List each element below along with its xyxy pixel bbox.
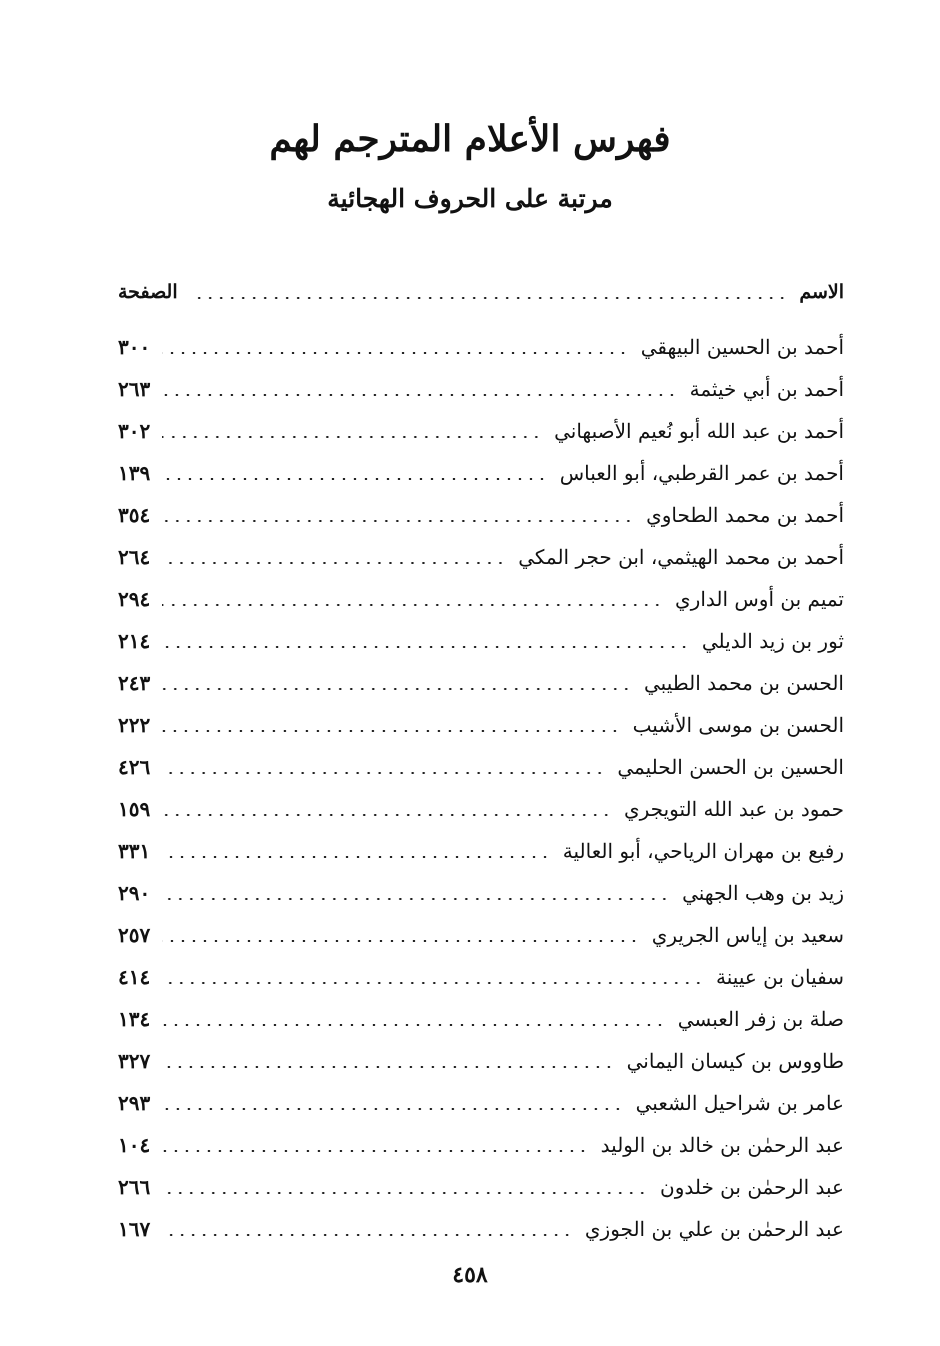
index-entry bbox=[118, 666, 844, 700]
index-entry bbox=[118, 1044, 844, 1078]
entry-page: ٣٣١ bbox=[118, 839, 151, 863]
entry-page: ٤٢٦ bbox=[118, 755, 151, 779]
entry-page: ١٠٤ bbox=[118, 1133, 151, 1157]
entry-page: ١٣٩ bbox=[118, 461, 151, 485]
dot-leader bbox=[162, 814, 612, 816]
index-entry bbox=[118, 960, 844, 994]
index-entry bbox=[118, 876, 844, 910]
index-entry bbox=[118, 456, 844, 490]
page-number: ٤٥٨ bbox=[452, 1262, 488, 1288]
entry-page: ٤١٤ bbox=[118, 965, 151, 989]
index-entry bbox=[118, 540, 844, 574]
entry-name: عبد الرحمٰن بن خالد بن الوليد bbox=[600, 1133, 844, 1157]
entry-name: زيد بن وهب الجهني bbox=[682, 881, 844, 905]
dot-leader bbox=[162, 856, 551, 858]
entry-name: الحسين بن الحسن الحليمي bbox=[617, 755, 844, 779]
column-header-row bbox=[118, 275, 844, 309]
index-entry bbox=[118, 582, 844, 616]
entry-name: أحمد بن محمد الطحاوي bbox=[646, 503, 844, 527]
dot-leader bbox=[162, 940, 639, 942]
index-subtitle: مرتبة على الحروف الهجائية bbox=[327, 184, 613, 213]
index-entry bbox=[118, 1086, 844, 1120]
column-header-page: الصفحة bbox=[118, 281, 178, 303]
entry-page: ١٦٧ bbox=[118, 1217, 151, 1241]
dot-leader bbox=[162, 646, 690, 648]
entry-page: ٢٢٢ bbox=[118, 713, 151, 737]
index-entry bbox=[118, 414, 844, 448]
index-entry bbox=[118, 1170, 844, 1204]
entry-name: سعيد بن إياس الجريري bbox=[651, 923, 844, 947]
index-entry bbox=[118, 372, 844, 406]
dot-leader bbox=[162, 1192, 648, 1194]
entry-page: ٢٩٠ bbox=[118, 881, 151, 905]
entry-page: ٢٤٣ bbox=[118, 671, 151, 695]
entry-page: ٣٢٧ bbox=[118, 1049, 151, 1073]
entry-name: الحسن بن محمد الطيبي bbox=[644, 671, 844, 695]
index-entry bbox=[118, 1128, 844, 1162]
entry-name: أحمد بن الحسين البيهقي bbox=[640, 335, 844, 359]
entry-page: ١٥٩ bbox=[118, 797, 151, 821]
entry-page: ٢١٤ bbox=[118, 629, 151, 653]
entry-name: الحسن بن موسى الأشيب bbox=[632, 713, 844, 737]
index-entry bbox=[118, 792, 844, 826]
entry-name: حمود بن عبد الله التويجري bbox=[623, 797, 844, 821]
entry-page: ٣٠٠ bbox=[118, 335, 151, 359]
index-entry bbox=[118, 834, 844, 868]
dot-leader bbox=[162, 1150, 588, 1152]
index-entry bbox=[118, 330, 844, 364]
dot-leader bbox=[162, 604, 663, 606]
index-entry bbox=[118, 1212, 844, 1246]
dot-leader bbox=[162, 478, 547, 480]
dot-leader bbox=[162, 1024, 665, 1026]
column-header-name: الاسم bbox=[799, 281, 844, 303]
dot-leader bbox=[162, 898, 670, 900]
index-entry bbox=[118, 708, 844, 742]
entry-page: ١٣٤ bbox=[118, 1007, 151, 1031]
entry-name: أحمد بن محمد الهيثمي، ابن حجر المكي bbox=[518, 545, 844, 569]
entry-page: ٢٥٧ bbox=[118, 923, 151, 947]
dot-leader bbox=[162, 772, 605, 774]
dot-leader bbox=[162, 352, 629, 354]
dot-leader bbox=[190, 297, 788, 299]
dot-leader bbox=[162, 730, 620, 732]
entry-page: ٢٦٦ bbox=[118, 1175, 151, 1199]
entry-name: عبد الرحمٰن بن علي بن الجوزي bbox=[584, 1217, 844, 1241]
entry-name: عامر بن شراحيل الشعبي bbox=[635, 1091, 844, 1115]
dot-leader bbox=[162, 562, 506, 564]
dot-leader bbox=[162, 436, 542, 438]
entry-page: ٢٩٤ bbox=[118, 587, 151, 611]
entry-name: أحمد بن أبي خيثمة bbox=[689, 377, 844, 401]
entry-name: طاووس بن كيسان اليماني bbox=[626, 1049, 844, 1073]
index-entry bbox=[118, 498, 844, 532]
dot-leader bbox=[162, 1234, 573, 1236]
dot-leader bbox=[162, 1066, 614, 1068]
index-entry bbox=[118, 750, 844, 784]
dot-leader bbox=[162, 688, 632, 690]
dot-leader bbox=[162, 394, 677, 396]
entry-name: عبد الرحمٰن بن خلدون bbox=[660, 1175, 844, 1199]
entry-name: أحمد بن عبد الله أبو نُعيم الأصبهاني bbox=[554, 419, 844, 443]
entry-page: ٣٥٤ bbox=[118, 503, 151, 527]
entry-page: ٢٩٣ bbox=[118, 1091, 151, 1115]
index-entry bbox=[118, 918, 844, 952]
entry-page: ٣٠٢ bbox=[118, 419, 151, 443]
entry-page: ٢٦٤ bbox=[118, 545, 151, 569]
entry-name: رفيع بن مهران الرياحي، أبو العالية bbox=[562, 839, 844, 863]
dot-leader bbox=[162, 982, 704, 984]
index-entry bbox=[118, 624, 844, 658]
entry-name: أحمد بن عمر القرطبي، أبو العباس bbox=[559, 461, 844, 485]
entry-name: ثور بن زيد الديلي bbox=[701, 629, 844, 653]
dot-leader bbox=[162, 520, 634, 522]
index-title: فهرس الأعلام المترجم لهم bbox=[269, 118, 671, 160]
dot-leader bbox=[162, 1108, 623, 1110]
index-entry bbox=[118, 1002, 844, 1036]
entry-name: سفيان بن عيينة bbox=[716, 965, 844, 989]
entry-name: صلة بن زفر العبسي bbox=[677, 1007, 844, 1031]
entry-name: تميم بن أوس الداري bbox=[675, 587, 844, 611]
entry-page: ٢٦٣ bbox=[118, 377, 151, 401]
